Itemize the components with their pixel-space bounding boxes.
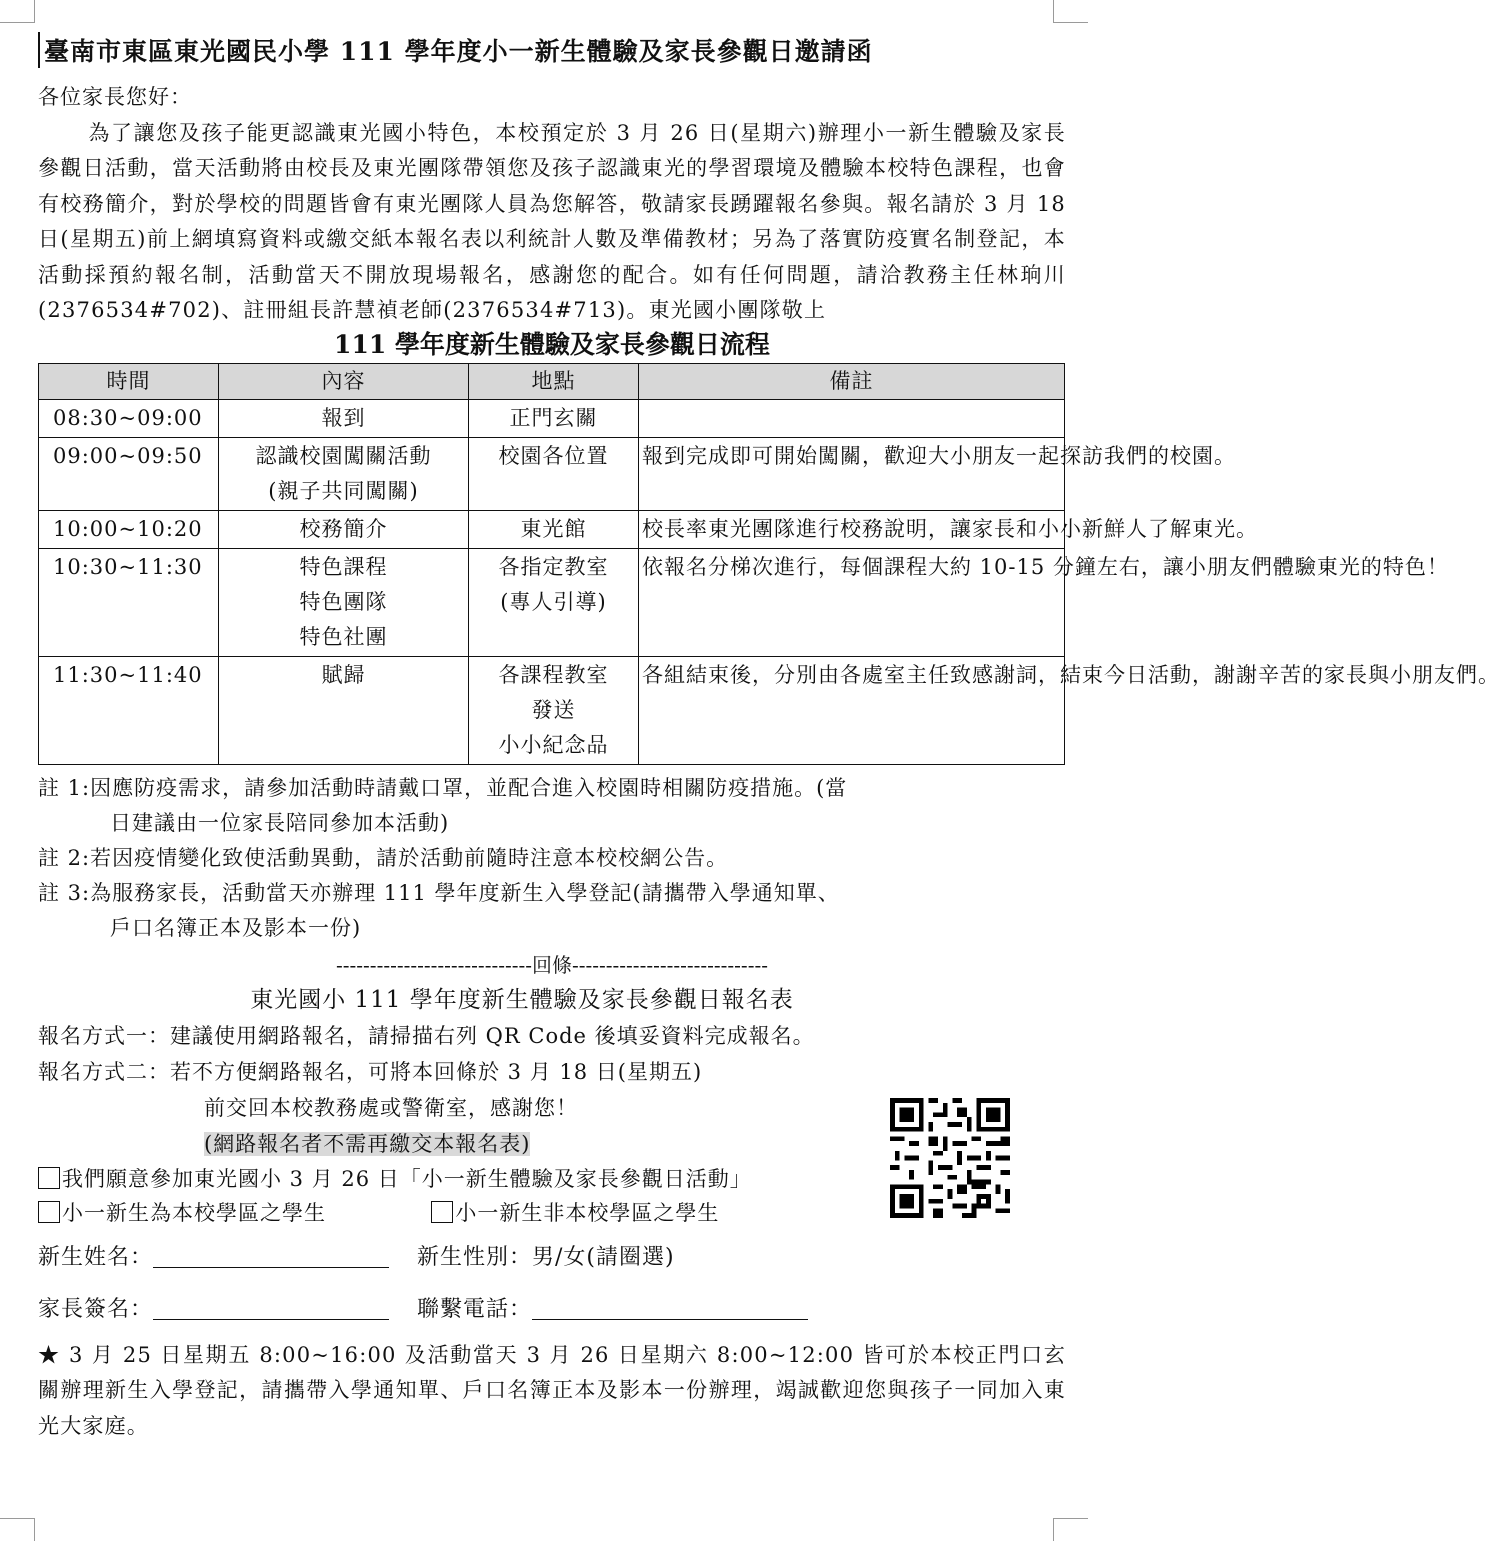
row-content <box>219 399 469 437</box>
in-district-checkbox[interactable] <box>38 1201 60 1223</box>
note-3-continued: 戶口名簿正本及影本一份) <box>110 915 362 940</box>
phone-label: 聯繫電話： <box>417 1296 533 1322</box>
content-line: 報到 <box>321 405 366 430</box>
content-line: 特色社團 <box>299 624 388 649</box>
column-header-content: 內容 <box>219 363 469 399</box>
note-1-continued: 日建議由一位家長陪同參加本活動) <box>110 810 450 835</box>
content-line: 校務簡介 <box>299 516 388 541</box>
out-district-checkbox[interactable] <box>431 1201 453 1223</box>
row-note <box>639 399 1065 437</box>
row-time: 09:00~09:50 <box>39 437 219 510</box>
row-location <box>469 548 639 656</box>
document <box>38 32 1500 1444</box>
note-2: 註 2:若因疫情變化致使活動異動，請於活動前隨時注意本校校網公告。 <box>38 845 729 870</box>
online-registration-note: (網路報名者不需再繳交本報名表) <box>204 1131 531 1156</box>
row-time: 11:30~11:40 <box>39 656 219 764</box>
table-row <box>39 656 1065 764</box>
attend-checkbox-label: 我們願意參加東光國小 3 月 26 日「小一新生體驗及家長參觀日活動」 <box>62 1166 752 1191</box>
location-line: 各指定教室 <box>498 554 609 579</box>
row-location <box>469 656 639 764</box>
table-row <box>39 548 1065 656</box>
row-note: 依報名分梯次進行，每個課程大約 10-15 分鐘左右，讓小朋友們體驗東光的特色！ <box>639 548 1065 656</box>
column-header-location: 地點 <box>469 363 639 399</box>
row-time: 08:30~09:00 <box>39 399 219 437</box>
content-line: 認識校園闖關活動 <box>255 443 432 468</box>
registration-method-2-line-2: 前交回本校教務處或警衛室，感謝您！ <box>204 1095 578 1120</box>
cut-line: -----------------------------回條----------------------------- <box>336 952 768 977</box>
parent-info-row <box>38 1286 1066 1334</box>
row-content <box>219 656 469 764</box>
location-line: 校園各位置 <box>498 443 609 468</box>
registration-method-2: 報名方式二：若不方便網路報名，可將本回條於 3 月 18 日(星期五) <box>38 1059 703 1084</box>
form-title: 東光國小 111 學年度新生體驗及家長參觀日報名表 <box>250 986 794 1013</box>
student-gender-label: 新生性別：男/女(請圈選) <box>417 1244 675 1270</box>
note-1: 註 1:因應防疫需求，請參加活動時請戴口罩，並配合進入校園時相關防疫措施。(當 <box>38 775 848 800</box>
location-line: 正門玄關 <box>509 405 598 430</box>
out-district-label: 小一新生非本校學區之學生 <box>455 1200 720 1225</box>
location-line: 發送 <box>531 697 576 722</box>
note-3: 註 3:為服務家長，活動當天亦辦理 111 學年度新生入學登記(請攜帶入學通知單、 <box>38 880 840 905</box>
column-header-note: 備註 <box>639 363 1065 399</box>
table-header-row <box>39 363 1065 399</box>
row-content <box>219 510 469 548</box>
registration-method-1: 報名方式一：建議使用網路報名，請掃描右列 QR Code 後填妥資料完成報名。 <box>38 1023 815 1048</box>
column-header-time: 時間 <box>39 363 219 399</box>
schedule-table <box>38 363 1500 765</box>
row-time: 10:30~11:30 <box>39 548 219 656</box>
location-line: 小小紀念品 <box>498 732 609 757</box>
row-location <box>469 437 639 510</box>
row-content <box>219 548 469 656</box>
location-line: 東光館 <box>520 516 587 541</box>
row-note: 報到完成即可開始闖關，歡迎大小朋友一起探訪我們的校園。 <box>639 437 1065 510</box>
row-note: 各組結束後，分別由各處室主任致感謝詞，結束今日活動，謝謝辛苦的家長與小朋友們。 <box>639 656 1065 764</box>
row-time: 10:00~10:20 <box>39 510 219 548</box>
phone-field[interactable] <box>532 1293 808 1320</box>
row-note: 校長率東光團隊進行校務說明，讓家長和小小新鮮人了解東光。 <box>639 510 1065 548</box>
content-line: 特色課程 <box>299 554 388 579</box>
parent-sign-label: 家長簽名： <box>38 1296 154 1322</box>
table-row <box>39 399 1065 437</box>
student-info-row <box>38 1234 1066 1282</box>
content-line: (親子共同闖關) <box>268 478 419 503</box>
schedule-title: 111 學年度新生體驗及家長參觀日流程 <box>334 329 770 359</box>
table-row <box>39 437 1065 510</box>
student-name-field[interactable] <box>153 1241 389 1268</box>
row-location <box>469 510 639 548</box>
content-line: 賦歸 <box>321 662 366 687</box>
greeting: 各位家長您好： <box>38 85 192 109</box>
table-row <box>39 510 1065 548</box>
in-district-label: 小一新生為本校學區之學生 <box>62 1200 326 1225</box>
row-content <box>219 437 469 510</box>
student-name-label: 新生姓名： <box>38 1244 154 1270</box>
qr-code[interactable] <box>890 1098 1010 1218</box>
notes-section <box>38 771 1066 946</box>
row-location <box>469 399 639 437</box>
content-line: 特色團隊 <box>299 589 388 614</box>
page-title: 臺南市東區東光國民小學 111 學年度小一新生體驗及家長參觀日邀請函 <box>38 32 1066 68</box>
attend-checkbox[interactable] <box>38 1167 60 1189</box>
location-line: 各課程教室 <box>498 662 609 687</box>
intro-paragraph: 為了讓您及孩子能更認識東光國小特色，本校預定於 3 月 26 日(星期六)辦理小一新生體驗及家長參觀日活動，當天活動將由校長及東光團隊帶領您及孩子認識東光的學習環境及體驗本校特色課程，也會有校務簡介，對於學校的問題皆會有東光團隊人員為您解答，敬請家長踴躍報名參與。報名請於 3 月 18 日(星期五)前上網填寫資料或繳交紙本報名表以利統計人數及準備教材；另為了落實防疫實名制登記，本活動採預約報名制，活動當天不開放現場報名，感謝您的配合。如有任何問題，請洽教務主任林珦川(2376534#702)、註冊組長許慧禎老師(2376534#713)。東光國小團隊敬上 <box>38 120 1066 322</box>
final-note: ★ 3 月 25 日星期五 8:00~16:00 及活動當天 3 月 26 日星期六 8:00~12:00 皆可於本校正門口玄關辦理新生入學登記，請攜帶入學通知單、戶口名簿正本及影本一份辦理，竭誠歡迎您與孩子一同加入東光大家庭。 <box>38 1342 1066 1438</box>
parent-signature-field[interactable] <box>153 1293 389 1320</box>
location-line: (專人引導) <box>500 589 607 614</box>
